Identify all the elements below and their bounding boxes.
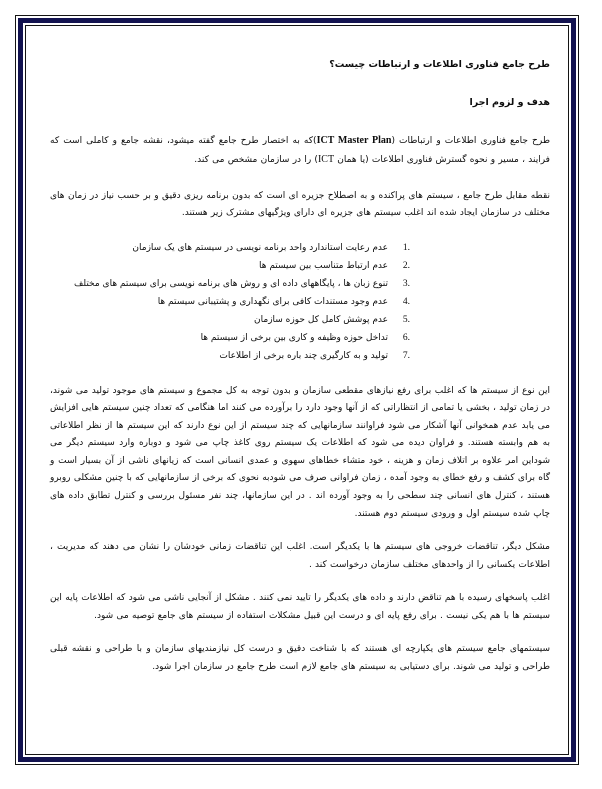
- document-content: [50, 58, 550, 718]
- paragraph-output-conflicts: مشکل دیگر، تناقضات خروجی های سیستم ها با یکدیگر است. اغلب این تناقضات زمانی خودشان را نشان می دهند که مدیریت ، اطلاعات یکسانی را از واحدهای مختلف سازمان درخواست کند .: [50, 542, 550, 570]
- paragraph-base-data-mismatch: اغلب پاسخهای رسیده با هم تناقض دارند و داده های یکدیگر را تایید نمی کنند . مشکل از آنجایی ناشی می شود که اطلاعات پایه این سیستم ها با هم یکی نیست . برای رفع پایه ای و درست این قبیل مشکلات استفاده از سیستم های جامع توصیه می شود.: [50, 593, 550, 621]
- section-heading-purpose: هدف و لزوم اجرا: [469, 97, 550, 109]
- list-item: عدم ارتباط متناسب بین سیستم ها: [258, 260, 388, 271]
- paragraph-island-systems: نقطه مقابل طرح جامع ، سیستم های پراکنده و به اصطلاح جزیره ای است که بدون برنامه ریزی دقیق و بر حسب نیاز در زمان های مختلف در سازمان ایجاد شده اند اغلب سیستم های جزیره ای دارای ویژگیهای مشترک زیر هستند.: [50, 190, 550, 219]
- list-item: عدم پوشش کامل کل حوزه سازمان: [254, 314, 388, 325]
- intro-text-middle: )که به اختصار طرح جامع گفته میشود، نقشه جامع و کاملی است که فرایند ، مسیر و نحوه گسترش فناوری اطلاعات (یا همان: [50, 135, 550, 166]
- list-item: تنوع زبان ها ، پایگاههای داده ای و روش های برنامه نویسی برای سیستم های مختلف: [74, 278, 388, 289]
- intro-text-tail: ) را در سازمان مشخص می کند.: [194, 155, 318, 166]
- term-ict: ICT: [317, 154, 335, 166]
- page-title: طرح جامع فناوری اطلاعات و ارتباطات چیست؟: [329, 59, 550, 70]
- intro-text-lead: طرح جامع فناوری اطلاعات و ارتباطات (: [391, 135, 550, 146]
- list-item: تولید و به کارگیری چند باره برخی از اطلاعات: [219, 350, 388, 361]
- list-item: عدم رعایت استاندارد واحد برنامه نویسی در سیستم های یک سازمان: [132, 242, 388, 253]
- term-ict-master-plan: ICT Master Plan: [316, 134, 392, 146]
- list-item: عدم وجود مستندات کافی برای نگهداری و پشتیبانی سیستم ها: [157, 296, 388, 307]
- paragraph-conclusion: سیستمهای جامع سیستم های یکپارچه ای هستند که با شناخت دقیق و درست کل نیازمندیهای سازمان و با طراحی و نقشه قبلی طراحی و تولید می شوند. برای دستیابی به سیستم های جامع لازم است طرح جامع در سازمان اجرا شود.: [50, 644, 550, 672]
- paragraph-intro: [50, 131, 550, 170]
- list-item: تداخل حوزه وظیفه و کاری بین برخی از سیستم ها: [200, 332, 388, 343]
- island-system-traits-list: [50, 239, 550, 365]
- paragraph-problems-detail: این نوع از سیستم ها که اغلب برای رفع نیازهای مقطعی سازمان و بدون توجه به کل مجموع و سیستم های موجود تولید می شوند، در زمان تولید ، بخشی یا تمامی از انتظاراتی که از آنها وجود دارد را برآورده می کنند اما هنگامی که تعداد چنین سیستم هایی افزایش می یابد عدم همخوانی آنها آشکار می شود فراوانند سازمانهایی که چند سیستم از این نوع دارند که این سیستم ها از نظر اطلاعاتی به هم وابسته هستند. و فراوان دیده می شود که اطلاعات یک سیستم روی کاغذ چاپ می شود و دوباره وارد سیستم دیگر می شوداین امر علاوه بر اتلاف زمان و هزینه ، خود متشاء خطاهای سهوی و عمدی انسانی است که زیانهای ناشی از آن بسیار است و گاه برای کشف و رفع خطای به وجود آمده ، زمان فراوانی صرف می شودبه نحوی که برخی از سازمانهایی که با چنین مشکلی روبرو هستند ، کنترل های انسانی چند سطحی را به وجود آورده اند . در این سازمانها، چند نفر مسئول بررسی و کنترل تطابق داده های چاپ شده سیستم اول و ورودی سیستم دوم هستند.: [50, 385, 550, 519]
